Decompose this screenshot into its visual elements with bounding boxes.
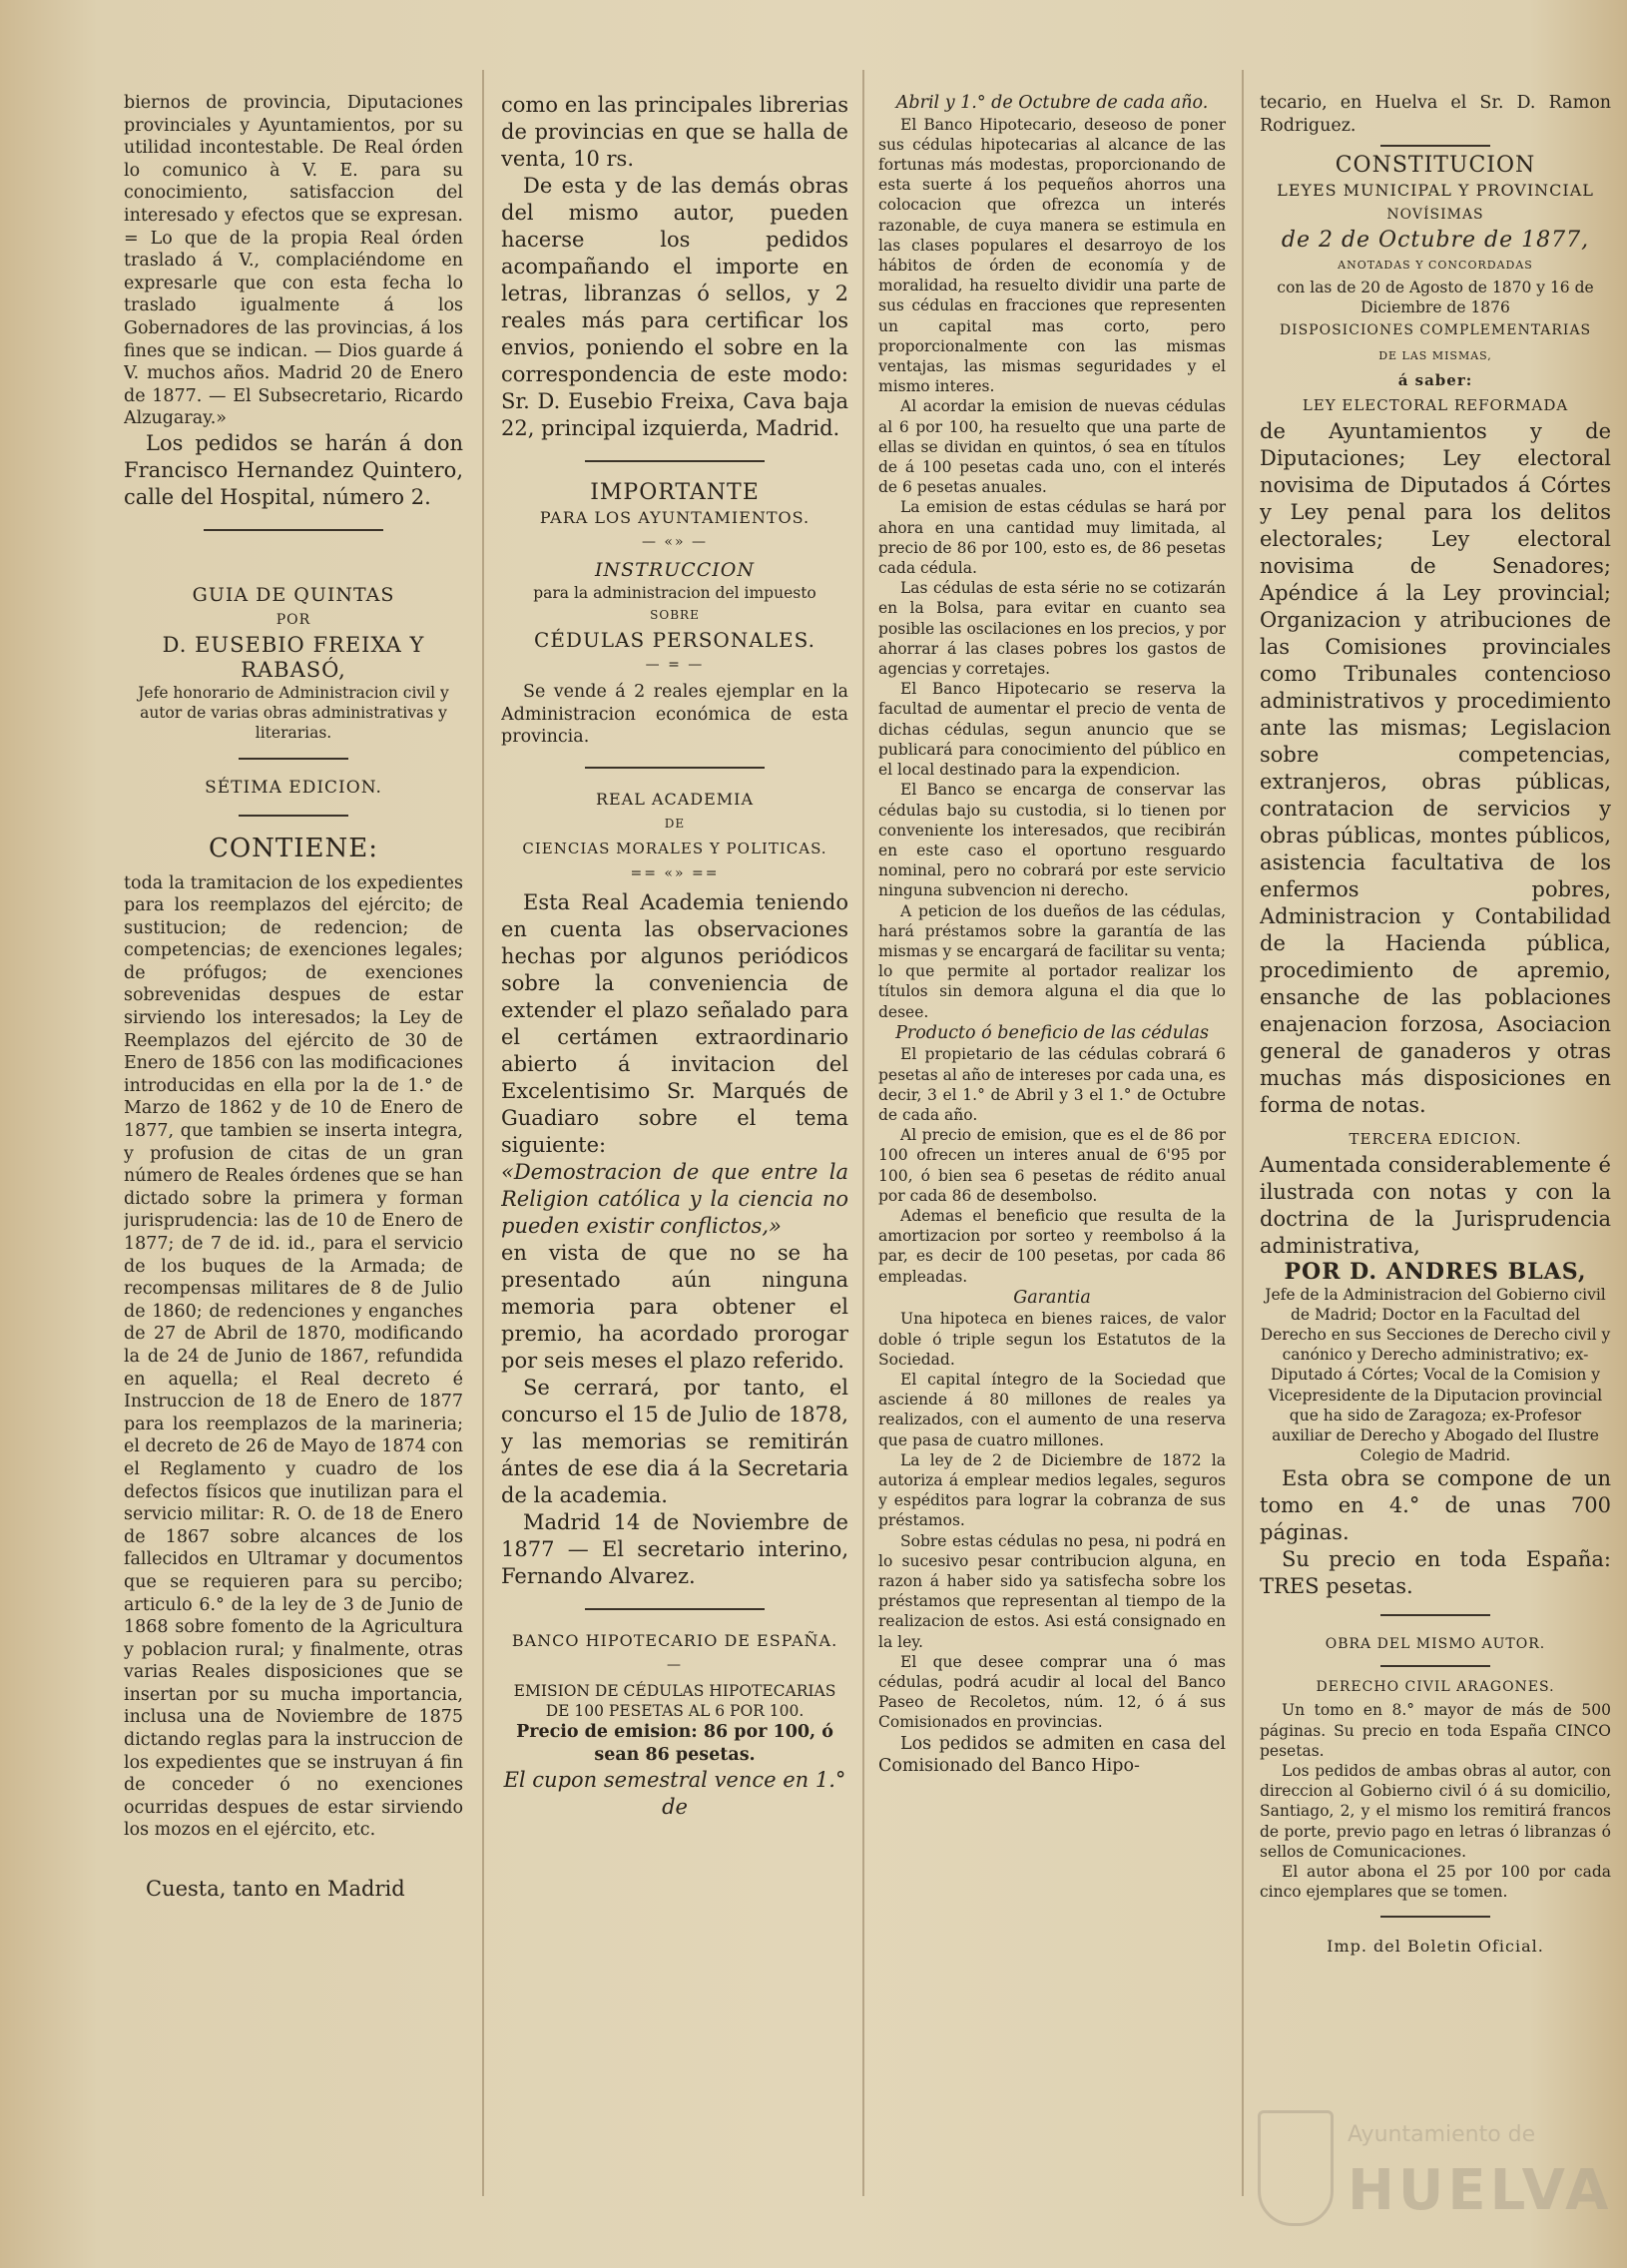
paragraph: Cuesta, tanto en Madrid — [146, 1877, 405, 1902]
separator: — — [667, 1656, 683, 1673]
separator: == «» == — [630, 864, 720, 881]
watermark-text: Ayuntamiento de — [1348, 2122, 1536, 2147]
heading: DE LAS MISMAS, — [1378, 348, 1492, 362]
paragraph: Al precio de emision, que es el de 86 por 100 ofrecen un interes anual de 6'95 por 100, ó bien sea 6 pesetas de rédito anual por cada 86 de desembolso. — [878, 1126, 1226, 1205]
paragraph: EMISION DE CÉDULAS HIPOTECARIAS DE 100 PESETAS AL 6 POR 100. — [513, 1681, 836, 1721]
heading: BANCO HIPOTECARIO DE ESPAÑA. — [511, 1630, 838, 1650]
column-3 — [878, 92, 1226, 2208]
heading: D. EUSEBIO FREIXA Y RABASÓ, — [162, 632, 425, 682]
paragraph: Los pedidos de ambas obras al autor, con direccion al Gobierno civil ó á su domicilio, Santiago, 2, y el mismo los remitirá francos de porte, previo pago en letras ó libranzas ó sellos de Comunicaciones. — [1260, 1762, 1611, 1861]
paragraph: El que desee comprar una ó mas cédulas, podrá acudir al local del Banco Paseo de Recoletos, núm. 12, ó á sus Comisionados en provincias. — [878, 1652, 1226, 1732]
paragraph: Al acordar la emision de nuevas cédulas al 6 por 100, ha resuelto que una parte de ellas se dividan en quintos, ó sea en títulos de á 100 pesetas cada uno, con el interés de 6 pesetas anuales. — [878, 397, 1226, 497]
heading: REAL ACADEMIA — [595, 789, 755, 809]
paragraph: Aumentada considerablemente é ilustrada con notas y con la doctrina de la Jurisprudencia administrativa, — [1260, 1152, 1611, 1258]
heading: NOVÍSIMAS — [1386, 207, 1484, 224]
paragraph: toda la tramitacion de los expedientes para los reemplazos del ejército; de sustitucion; de redencion; de competencias; de exenciones legales; de prófugos; de exenciones sobrevenidas despues de estar sirviendo los interesados; la Ley de Reemplazos del ejército de 30 de Enero de 1856 con las modificaciones introducidas en ella por la de 1.° de Marzo de 1862 y de 10 de Enero de 1877, que tambien se inserta integra, y profusion de citas de un gran número de Reales órdenes que se han dictado sobre la primera y forman jurisprudencia: las de 10 de Enero de 1877; de 7 de id. id., para el servicio de los buques de la Armada; de recompensas militares de 8 de Julio de 1860; de redenciones y enganches de 27 de Abril de 1870, modificando la de 24 de Junio de 1867, refundida en aquella; el Real decreto é Instruccion de 18 de Enero de 1877 para los reemplazos de la marineria; el decreto de 26 de Mayo de 1874 con el Reglamento y cuadro de los defectos físicos que inutilizan para el servicio militar: R. O. de 18 de Enero de 1867 sobre alcances de los fallecidos en Ultramar y documentos que se requieren para su percibo; articulo 6.° de la ley de 3 de Junio de 1868 sobre fomento de la Agricultura y poblacion rural; y finalmente, otras varias Reales disposiciones que se insertan por su mucha importancia, inclusa una de Noviembre de 1875 dictando reglas para la instruccion de los expedientes que se instruyan á fin de conceder ó no exenciones ocurridas despues de estar sirviendo los mozos en el ejército, etc. — [124, 872, 463, 1841]
divider — [1380, 145, 1490, 147]
heading: POR — [275, 611, 311, 628]
heading: Garantia — [1013, 1287, 1091, 1308]
paragraph: De esta y de las demás obras del mismo autor, pueden hacerse los pedidos acompañando el importe en letras, libranzas ó sellos, y 2 reales más para certificar los envios, poniendo el sobre en la correspondencia de este modo: Sr. D. Eusebio Freixa, Cava baja 22, principal izquierda, Madrid. — [501, 174, 848, 440]
heading: GUIA DE QUINTAS — [192, 583, 395, 606]
paragraph: Jefe honorario de Administracion civil y autor de varias obras administrativas y literarias. — [138, 683, 449, 743]
divider — [239, 815, 348, 817]
heading: LEY ELECTORAL REFORMADA — [1302, 395, 1569, 414]
paragraph: Un tomo en 8.° mayor de más de 500 páginas. Su precio en toda España CINCO pesetas. — [1260, 1701, 1611, 1760]
paragraph: Ademas el beneficio que resulta de la amortizacion por sorteo y reembolso á la par, es decir de 100 pesetas, por cada 86 empleadas. — [878, 1206, 1226, 1286]
paragraph: El Banco Hipotecario se reserva la facultad de aumentar el precio de venta de dichas cédulas, segun anuncio que se publicará para conocimiento del público en el local destinado para la expendicion. — [878, 680, 1226, 780]
paragraph: en vista de que no se ha presentado aún ninguna memoria para obtener el premio, ha acordado prorogar por seis meses el plazo referido. — [501, 1240, 848, 1373]
separator: — = — — [645, 657, 705, 674]
coat-of-arms-icon — [1258, 2110, 1334, 2226]
divider — [585, 460, 765, 462]
heading: INSTRUCCION — [595, 559, 755, 581]
paragraph: Una hipoteca en bienes raices, de valor doble ó triple segun los Estatutos de la Sociedad. — [878, 1310, 1226, 1369]
paragraph: para la administracion del impuesto — [533, 584, 816, 602]
heading: á saber: — [1397, 370, 1473, 389]
heading: SOBRE — [650, 608, 700, 623]
paragraph: Los pedidos se admiten en casa del Comisionado del Banco Hipo- — [878, 1733, 1226, 1777]
heading: PARA LOS AYUNTAMIENTOS. — [539, 508, 811, 527]
paragraph: como en las principales librerias de provincias en que se halla de venta, 10 rs. — [501, 93, 848, 171]
heading: CONTIENE: — [208, 833, 379, 863]
imprint: Imp. del Boletin Oficial. — [1327, 1937, 1544, 1957]
paragraph: Sobre estas cédulas no pesa, ni podrá en lo sucesivo pesar contribucion alguna, en razon á haber sido ya satisfecha sobre los préstamos que representan al tiempo de la realizacion de estos. Asi está consignado en la ley. — [878, 1531, 1226, 1651]
paragraph: El cupon semestral vence en 1.° de — [503, 1767, 846, 1819]
heading: DISPOSICIONES COMPLEMENTARIAS — [1279, 321, 1592, 338]
heading: CONSTITUCION — [1335, 153, 1536, 179]
paragraph: El capital íntegro de la Sociedad que asciende á 80 millones de reales ya realizados, con el aumento de una reserva que pasa de cuatro millones. — [878, 1370, 1226, 1449]
paragraph: Abril y 1.° de Octubre de cada año. — [895, 93, 1209, 113]
column-4 — [1260, 92, 1611, 2208]
paragraph: Se vende á 2 reales ejemplar en la Administracion económica de esta provincia. — [501, 682, 848, 748]
column-rule — [1242, 70, 1244, 2196]
heading: de 2 de Octubre de 1877, — [1281, 228, 1590, 254]
separator: — «» — — [641, 534, 709, 550]
paragraph: El Banco se encarga de conservar las cédulas bajo su custodia, si lo tienen por conveniente los interesados, que recibirán en este caso el oportuno resguardo nominal, pero no cobrará por este servicio ninguna subvencion ni derecho. — [878, 781, 1226, 900]
heading: Producto ó beneficio de las cédulas — [895, 1022, 1209, 1043]
divider — [585, 1608, 765, 1610]
watermark-text: HUELVA — [1348, 2158, 1613, 2223]
divider — [1380, 1665, 1490, 1667]
heading: SÉTIMA EDICION. — [205, 777, 382, 798]
divider — [1380, 1916, 1490, 1918]
heading: TERCERA EDICION. — [1349, 1129, 1522, 1148]
paragraph: A peticion de los dueños de las cédulas, hará préstamos sobre la garantía de las mismas y se encargará de facilitar su venta; lo que permite al portador realizar los títulos sin demora alguna el dia que lo desee. — [878, 901, 1226, 1021]
heading: POR D. ANDRES BLAS, — [1284, 1258, 1587, 1285]
paragraph: con las de 20 de Agosto de 1870 y 16 de Diciembre de 1876 — [1277, 279, 1594, 317]
column-rule — [482, 70, 484, 2196]
heading: DERECHO CIVIL ARAGONES. — [1316, 1679, 1555, 1696]
divider — [239, 758, 348, 760]
paragraph: «Demostracion de que entre la Religion católica y la ciencia no pueden existir conflictos,» — [501, 1159, 848, 1238]
column-2 — [501, 92, 848, 2208]
divider — [585, 767, 765, 769]
watermark-seal — [1258, 2100, 1613, 2240]
paragraph: Se cerrará, por tanto, el concurso el 15 de Julio de 1878, y las memorias se remitirán ántes de ese dia á la Secretaria de la academia. — [501, 1375, 848, 1507]
paragraph: El Banco Hipotecario, deseoso de poner sus cédulas hipotecarias al alcance de las fortunas más modestas, proporcionando de esta suerte á los pequeños ahorros una colocacion que ofrezca un interés razonable, de cuya manera se estimula en las clases populares el desarroyo de los hábitos de órden de economía y de moralidad, ha resuelto dividir una parte de sus cédulas en fracciones que representen un capital mas corto, pero proporcionalmente con las mismas ventajas, las mismas seguridades y el mismo interes. — [878, 115, 1226, 396]
heading: ANOTADAS Y CONCORDADAS — [1338, 259, 1533, 273]
paragraph: de Ayuntamientos y de Diputaciones; Ley electoral novisima de Diputados á Córtes y Ley penal para los delitos electorales; Ley electoral novisima de Senadores; Apéndice á la Ley provincial; Organizacion y atribuciones de las Comisiones provinciales como Tribunales contencioso administrativos y procedimiento ante las mismas; Legislacion sobre competencias, extranjeros, obras públicas, contratacion de servicios y obras públicas, montes públicos, asistencia facultativa de los enfermos pobres, Administracion y Contabilidad de la Hacienda pública, procedimiento de apremio, ensanche de las poblaciones enajenacion forzosa, Asociacion general de ganaderos y otras muchas más disposiciones en forma de notas. — [1260, 418, 1611, 1117]
heading: OBRA DEL MISMO AUTOR. — [1325, 1636, 1546, 1653]
column-rule — [862, 70, 864, 2196]
paragraph: tecario, en Huelva el Sr. D. Ramon Rodriguez. — [1260, 93, 1611, 136]
paragraph: El autor abona el 25 por 100 por cada cinco ejemplares que se tomen. — [1260, 1863, 1611, 1902]
paragraph: biernos de provincia, Diputaciones provinciales y Ayuntamientos, por su utilidad incontestable. De Real órden lo comunico à V. E. para su conocimiento, satisfaccion del interesado y efectos que se expresan. = Lo que de la propia Real órden traslado á V., complaciéndome en expresarle que con esta fecha lo traslado igualmente á los Gobernadores de las provincias, á los fines que se indican. — Dios guarde á V. muchos años. Madrid 20 de Enero de 1877. — El Subsecretario, Ricardo Alzugaray.» — [124, 93, 463, 429]
paragraph: Su precio en toda España: TRES pesetas. — [1260, 1547, 1611, 1599]
divider — [204, 529, 383, 531]
heading: IMPORTANTE — [590, 480, 760, 505]
heading: DE — [664, 816, 686, 831]
paragraph: El propietario de las cédulas cobrará 6 pesetas al año de intereses por cada una, es decir, 3 el 1.° de Abril y 3 el 1.° de Octubre de cada año. — [878, 1045, 1226, 1124]
paragraph: Las cédulas de esta série no se cotizarán en la Bolsa, para evitar en cuanto sea posible las oscilaciones en los precios, y por ahorrar á las clases pobres los gastos de agencias y corretajes. — [878, 579, 1226, 679]
paragraph: La ley de 2 de Diciembre de 1872 la autoriza á emplear medios legales, seguros y espéditos para lograr la cobranza de sus préstamos. — [878, 1450, 1226, 1530]
heading: CIENCIAS MORALES Y POLITICAS. — [522, 839, 827, 857]
paragraph: Madrid 14 de Noviembre de 1877 — El secretario interino, Fernando Alvarez. — [501, 1509, 848, 1588]
paragraph: Jefe de la Administracion del Gobierno civil de Madrid; Doctor en la Facultad del Derecho en sus Secciones de Derecho civil y canónico y Derecho administrativo; ex-Diputado á Córtes; Vocal de la Comision y Vicepresidente de la Diputacion provincial que ha sido de Zaragoza; ex-Profesor auxiliar de Derecho y Abogado del Ilustre Colegio de Madrid. — [1260, 1285, 1611, 1465]
paragraph: La emision de estas cédulas se hará por ahora en una cantidad muy limitada, al precio de 86 por 100, esto es, de 86 pesetas cada cédula. — [878, 498, 1226, 578]
column-1 — [124, 92, 463, 2208]
paragraph: Esta obra se compone de un tomo en 4.° de unas 700 páginas. — [1260, 1466, 1611, 1545]
heading: LEYES MUNICIPAL Y PROVINCIAL — [1277, 181, 1594, 201]
divider — [1380, 1614, 1490, 1616]
paragraph: Los pedidos se harán á don Francisco Hernandez Quintero, calle del Hospital, número 2. — [124, 430, 463, 509]
heading: CÉDULAS PERSONALES. — [534, 628, 815, 653]
paragraph: Esta Real Academia teniendo en cuenta las observaciones hechas por algunos periódicos sobre la conveniencia de extender el plazo señalado para el certámen extraordinario abierto á invitacion del Excelentisimo Sr. Marqués de Guadiaro sobre el tema siguiente: — [501, 889, 848, 1157]
paragraph: Precio de emision: 86 por 100, ó sean 86 pesetas. — [516, 1722, 833, 1765]
